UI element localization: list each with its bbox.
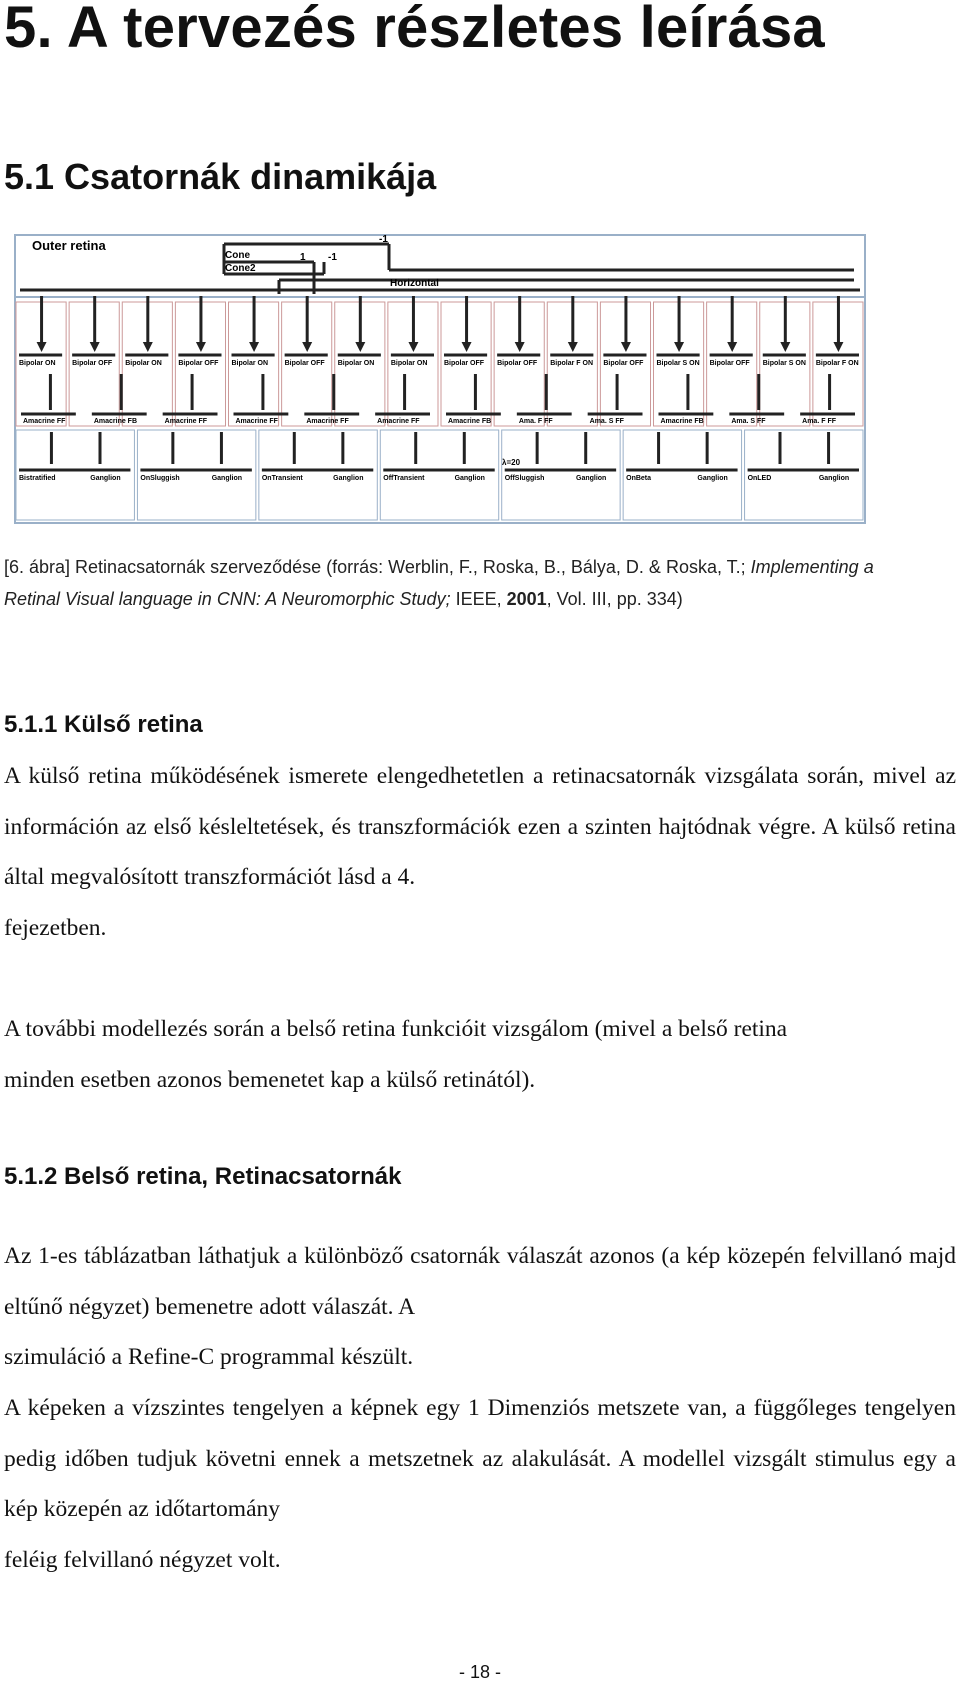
- bipolar-label: Bipolar OFF: [603, 360, 644, 367]
- minus-one-label: -1: [379, 234, 388, 245]
- ganglion-label: Ganglion: [454, 475, 485, 482]
- amacrine-label: Ama. S FF: [589, 418, 624, 425]
- section-title: 5.1 Csatornák dinamikája: [4, 156, 437, 197]
- page-number: - 18 -: [458, 1662, 501, 1682]
- amacrine-label: Amacrine FF: [377, 418, 420, 425]
- figure-caption: [4, 551, 904, 615]
- amacrine-label: Amacrine FF: [306, 418, 349, 425]
- ganglion-type-label: OffSluggish: [504, 475, 545, 482]
- amacrine-label: Ama. F FF: [802, 418, 837, 425]
- amacrine-label: Ama. S FF: [731, 418, 766, 425]
- bipolar-label: Bipolar OFF: [497, 360, 538, 367]
- ganglion-label: Ganglion: [333, 475, 364, 482]
- bipolar-label: Bipolar OFF: [72, 360, 113, 367]
- amacrine-label: Amacrine FB: [93, 418, 138, 425]
- caption-part3: , Vol. III, pp. 334): [546, 589, 683, 609]
- bipolar-label: Bipolar OFF: [444, 360, 485, 367]
- paragraph-512-2-text: A képeken a vízszintes tengelyen a képnek egy 1 Dimenziós metszete van, a függőleges tengelyen pedig időben tudjuk követni ennek a metszetnek az alakulását. A modellel vizsgált stimulus egy a kép közepén az időtartomány: [4, 1395, 956, 1522]
- ganglion-type-label: OnBeta: [626, 475, 652, 482]
- bipolar-label: Bipolar OFF: [178, 360, 219, 367]
- amacrine-label: Amacrine FB: [660, 418, 704, 425]
- bipolar-label: Bipolar OFF: [709, 360, 750, 367]
- caption-part1: [6. ábra] Retinacsatornák szerveződése (forrás: Werblin, F., Roska, B., Bálya, D. & Roska, T.;: [4, 557, 751, 577]
- paragraph-512-1-text: Az 1-es táblázatban láthatjuk a különböző csatornák válaszát azonos (a kép közepén felvillanó majd eltűnő négyzet) bemenetre adott válaszát. A: [4, 1243, 956, 1320]
- bipolar-label: Bipolar S ON: [762, 360, 806, 367]
- ganglion-type-label: OffTransient: [383, 475, 425, 482]
- paragraph-512-1-end: szimuláció a Refine-C programmal készült.: [4, 1344, 414, 1370]
- cone-label: Cone: [225, 250, 250, 261]
- bipolar-label: Bipolar ON: [337, 360, 375, 367]
- paragraph-511-1-text: A külső retina működésének ismerete elengedhetetlen a retinacsatornák vizsgálata során, mivel az információn az első késleltetések, és transzformációk ezen a szinten hajtódnak végre. A külső retina által megvalósított transzformációt lásd a 4.: [4, 763, 956, 890]
- ganglion-type-label: OnTransient: [261, 475, 303, 482]
- ganglion-type-label: Bistratified: [19, 475, 56, 482]
- amacrine-label: Amacrine FB: [448, 418, 492, 425]
- retina-channels-figure: [14, 234, 866, 524]
- subsection-title-512: 5.1.2 Belső retina, Retinacsatornák: [4, 1163, 402, 1190]
- outer-retina-label: Outer retina: [32, 238, 106, 253]
- bipolar-label: Bipolar ON: [231, 360, 269, 367]
- paragraph-511-2-text: A további modellezés során a belső retina funkcióit vizsgálom (mivel a belső retina: [4, 1016, 788, 1042]
- cone2-label: Cone2: [225, 263, 256, 274]
- caption-part2: IEEE,: [450, 589, 507, 609]
- bipolar-label: Bipolar ON: [19, 360, 56, 367]
- ganglion-type-label: OnLED: [747, 475, 772, 482]
- paragraph-511-2: [4, 1004, 956, 1105]
- paragraph-512-2: [4, 1383, 956, 1585]
- ganglion-label: Ganglion: [818, 475, 850, 482]
- minus-one-label-2: -1: [328, 252, 337, 263]
- bipolar-label: Bipolar OFF: [284, 360, 325, 367]
- paragraph-511-1-end: fejezetben.: [4, 914, 107, 941]
- subsection-title-511: 5.1.1 Külső retina: [4, 711, 203, 738]
- paragraph-511-2-end: minden esetben azonos bemenetet kap a külső retinától).: [4, 1066, 536, 1093]
- bipolar-label: Bipolar F ON: [815, 360, 859, 367]
- ganglion-label: Ganglion: [697, 475, 728, 482]
- chapter-title: 5. A tervezés részletes leírása: [4, 0, 825, 60]
- paragraph-512-1: [4, 1231, 956, 1383]
- lambda20-label: λ=20: [502, 458, 521, 467]
- bipolar-label: Bipolar F ON: [550, 360, 594, 367]
- paragraph-511-1: [4, 751, 956, 953]
- caption-italic: Implementing a Retinal Visual language in CNN: A Neuromorphic Study;: [4, 557, 874, 609]
- bipolar-label: Bipolar ON: [125, 360, 162, 367]
- one-label: 1: [300, 252, 306, 263]
- ganglion-label: Ganglion: [90, 475, 121, 482]
- ganglion-label: Ganglion: [211, 475, 243, 482]
- amacrine-label: Amacrine FF: [164, 418, 208, 425]
- ganglion-type-label: OnSluggish: [140, 475, 180, 482]
- bipolar-label: Bipolar ON: [390, 360, 428, 367]
- paragraph-512-2-end: feléig felvillanó négyzet volt.: [4, 1546, 281, 1573]
- ganglion-label: Ganglion: [576, 475, 607, 482]
- amacrine-label: Amacrine FF: [23, 418, 66, 425]
- bipolar-label: Bipolar S ON: [656, 360, 700, 367]
- amacrine-label: Amacrine FF: [235, 418, 278, 425]
- caption-year: 2001: [506, 589, 547, 609]
- horizontal-label: Horizontal: [390, 278, 439, 289]
- amacrine-label: Ama. F FF: [518, 418, 553, 425]
